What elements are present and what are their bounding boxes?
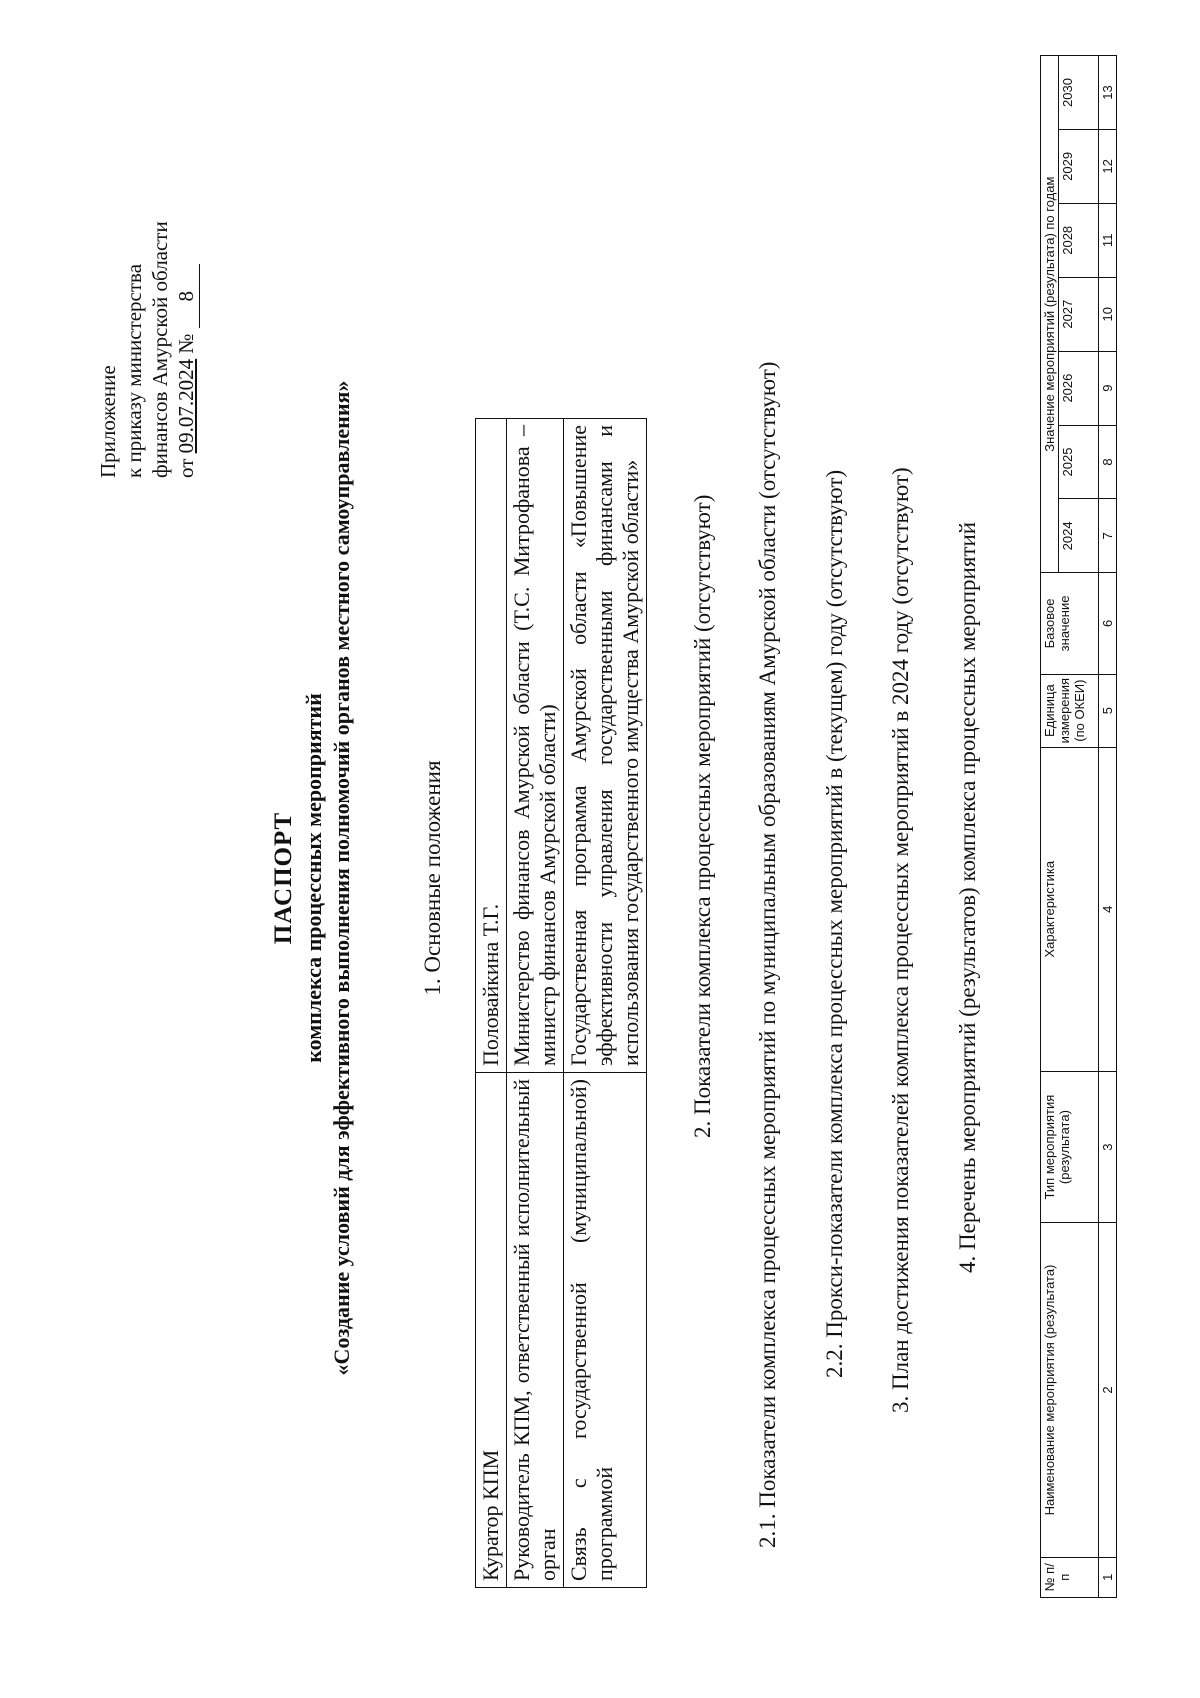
table-row xyxy=(564,419,647,1588)
section-1-heading: 1. Основные положения xyxy=(420,760,445,996)
column-number: 8 xyxy=(1099,425,1117,499)
header-year: 2029 xyxy=(1059,129,1099,203)
section-4-heading: 4. Перечень мероприятий (результатов) комплекса процессных мероприятий xyxy=(955,521,980,1273)
document-subtitle-1: комплекса процессных мероприятий xyxy=(301,693,326,1063)
header-name: Наименование мероприятия (результата) xyxy=(1041,1223,1099,1557)
header-year: 2030 xyxy=(1059,56,1099,130)
section-2-1-heading: 2.1. Показатели комплекса процессных мероприятий по муниципальным образованиям Амурской области (отсутствуют) xyxy=(755,361,780,1548)
document-subtitle-2: «Создание условий для эффективного выполнения полномочий органов местного самоуправления» xyxy=(329,380,354,1376)
table-cell-value: Государственная программа Амурской области «Повышение эффективности управления государственными финансами и использования государственного имущества Амурской области» xyxy=(564,419,647,1073)
basic-provisions-table xyxy=(475,418,647,1588)
table-cell-value: Министерство финансов Амурской области (Т.С. Митрофанова – министр финансов Амурской области) xyxy=(507,419,564,1073)
table-row xyxy=(476,419,507,1588)
column-number: 3 xyxy=(1099,1071,1117,1223)
appendix-date: 09.07.2024 xyxy=(174,358,198,454)
column-number: 1 xyxy=(1099,1557,1117,1597)
section-3-heading: 3. План достижения показателей комплекса процессных мероприятий в 2024 году (отсутствуют) xyxy=(888,467,913,1413)
appendix-order-line xyxy=(173,178,200,478)
header-year: 2026 xyxy=(1059,351,1099,425)
header-base: Базовое значение xyxy=(1041,573,1099,674)
column-number: 12 xyxy=(1099,129,1117,203)
column-number: 5 xyxy=(1099,674,1117,747)
header-num: № п/п xyxy=(1041,1557,1099,1597)
appendix-block xyxy=(95,178,200,478)
column-number: 13 xyxy=(1099,56,1117,130)
table-cell-label: Руководитель КПМ, ответственный исполнительный орган xyxy=(507,1073,564,1588)
section-2-2-heading: 2.2. Прокси-показатели комплекса процессных мероприятий в (текущем) году (отсутствуют) xyxy=(822,469,847,1378)
appendix-number: 8 xyxy=(173,264,200,328)
appendix-line3: финансов Амурской области xyxy=(148,221,172,478)
header-year: 2025 xyxy=(1059,425,1099,499)
table-column-numbers-row xyxy=(1099,56,1117,1598)
column-number: 7 xyxy=(1099,499,1117,573)
table-cell-label: Куратор КПМ xyxy=(476,1073,507,1588)
column-number: 6 xyxy=(1099,573,1117,674)
header-type: Тип мероприятия (результата) xyxy=(1041,1071,1099,1223)
table-row xyxy=(507,419,564,1588)
header-characteristic: Характеристика xyxy=(1041,747,1099,1071)
appendix-prefix: от xyxy=(174,458,198,478)
table-cell-value: Половайкина Т.Г. xyxy=(476,419,507,1073)
header-year: 2024 xyxy=(1059,499,1099,573)
appendix-line2: к приказу министерства xyxy=(122,263,146,478)
column-number: 4 xyxy=(1099,747,1117,1071)
title-block xyxy=(268,178,356,1578)
document-title: ПАСПОРТ xyxy=(270,811,297,945)
events-table xyxy=(1040,55,1117,1598)
column-number: 11 xyxy=(1099,203,1117,277)
header-year: 2028 xyxy=(1059,203,1099,277)
appendix-num-label: № xyxy=(174,333,198,354)
column-number: 2 xyxy=(1099,1223,1117,1557)
header-year: 2027 xyxy=(1059,277,1099,351)
table-header-row xyxy=(1041,56,1059,1598)
column-number: 10 xyxy=(1099,277,1117,351)
section-2-heading: 2. Показатели комплекса процессных мероприятий (отсутствуют) xyxy=(690,494,715,1138)
column-number: 9 xyxy=(1099,351,1117,425)
appendix-line1: Приложение xyxy=(96,365,120,478)
header-values-group: Значение мероприятий (результата) по годам xyxy=(1041,56,1059,573)
table-cell-label: Связь с государственной (муниципальной) программой xyxy=(564,1073,647,1588)
header-unit: Единица измерения (по ОКЕИ) xyxy=(1041,674,1099,747)
